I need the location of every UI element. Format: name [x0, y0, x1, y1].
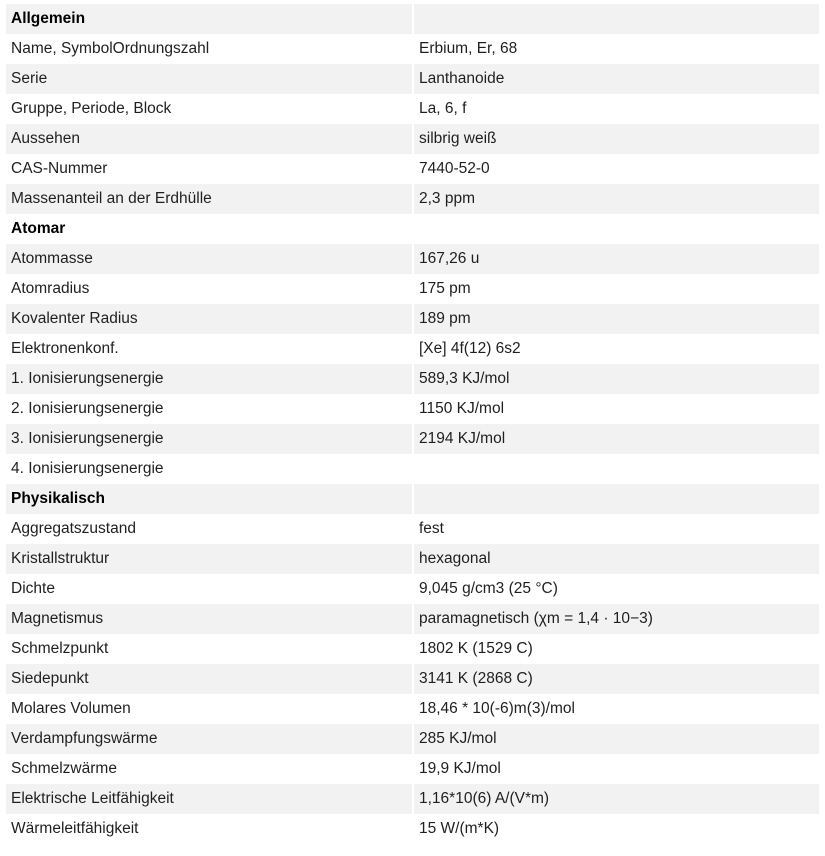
table-row — [6, 124, 819, 154]
property-label: Siedepunkt — [11, 670, 89, 687]
section-header-row — [6, 214, 819, 244]
section-title: Atomar — [11, 220, 66, 237]
table-row — [6, 424, 819, 454]
table-row — [6, 394, 819, 424]
property-value: 7440-52-0 — [419, 160, 490, 177]
table-row — [6, 274, 819, 304]
property-label: Atomradius — [11, 280, 90, 297]
property-value: 9,045 g/cm3 (25 °C) — [419, 580, 558, 597]
property-label: Name, SymbolOrdnungszahl — [11, 40, 210, 57]
column-divider — [412, 4, 414, 34]
column-divider — [412, 454, 414, 484]
property-value: silbrig weiß — [419, 130, 497, 147]
table-row — [6, 454, 819, 484]
property-label: Molares Volumen — [11, 700, 131, 717]
property-label: Aussehen — [11, 130, 80, 147]
table-row — [6, 574, 819, 604]
table-row — [6, 544, 819, 574]
property-value: 175 pm — [419, 280, 471, 297]
table-row — [6, 64, 819, 94]
property-value: 1802 K (1529 C) — [419, 640, 533, 657]
table-row — [6, 334, 819, 364]
table-row — [6, 514, 819, 544]
property-value: 2194 KJ/mol — [419, 430, 506, 447]
table-row — [6, 814, 819, 844]
property-label: 4. Ionisierungsenergie — [11, 460, 164, 477]
property-value: 19,9 KJ/mol — [419, 760, 501, 777]
table-row — [6, 154, 819, 184]
table-row — [6, 694, 819, 724]
table-row — [6, 94, 819, 124]
property-value: hexagonal — [419, 550, 491, 567]
table-row — [6, 634, 819, 664]
property-value: La, 6, f — [419, 100, 467, 117]
property-value: 1,16*10(6) A/(V*m) — [419, 790, 550, 807]
property-label: Schmelzwärme — [11, 760, 117, 777]
column-divider — [412, 484, 414, 514]
property-label: Magnetismus — [11, 610, 104, 627]
table-row — [6, 184, 819, 214]
table-row — [6, 784, 819, 814]
property-label: Kovalenter Radius — [11, 310, 138, 327]
property-value: 589,3 KJ/mol — [419, 370, 510, 387]
property-value: 3141 K (2868 C) — [419, 670, 533, 687]
section-title: Allgemein — [11, 10, 86, 27]
section-title: Physikalisch — [11, 490, 105, 507]
property-value: 167,26 u — [419, 250, 480, 267]
table-row — [6, 244, 819, 274]
property-value: fest — [419, 520, 444, 537]
property-label: Gruppe, Periode, Block — [11, 100, 172, 117]
table-row — [6, 754, 819, 784]
property-label: Elektronenkonf. — [11, 340, 119, 357]
property-label: 3. Ionisierungsenergie — [11, 430, 164, 447]
property-label: Wärmeleitfähigkeit — [11, 820, 139, 837]
property-label: Atommasse — [11, 250, 93, 267]
property-value: paramagnetisch (χm = 1,4 · 10−3) — [419, 610, 653, 627]
property-label: Dichte — [11, 580, 55, 597]
property-label: CAS-Nummer — [11, 160, 108, 177]
property-value: Erbium, Er, 68 — [419, 40, 518, 57]
property-value: [Xe] 4f(12) 6s2 — [419, 340, 521, 357]
property-label: Verdampfungswärme — [11, 730, 158, 747]
property-label: Elektrische Leitfähigkeit — [11, 790, 174, 807]
property-value: Lanthanoide — [419, 70, 505, 87]
table-row — [6, 304, 819, 334]
property-label: Schmelzpunkt — [11, 640, 109, 657]
section-header-row — [6, 4, 819, 34]
property-label: Serie — [11, 70, 48, 87]
property-label: Massenanteil an der Erdhülle — [11, 190, 212, 207]
properties-table — [6, 4, 819, 844]
table-row — [6, 34, 819, 64]
property-label: Aggregatszustand — [11, 520, 136, 537]
property-value: 189 pm — [419, 310, 471, 327]
table-row — [6, 604, 819, 634]
property-value: 1150 KJ/mol — [419, 400, 505, 417]
table-row — [6, 364, 819, 394]
property-value: 285 KJ/mol — [419, 730, 497, 747]
property-label: 2. Ionisierungsenergie — [11, 400, 164, 417]
property-label: 1. Ionisierungsenergie — [11, 370, 164, 387]
property-label: Kristallstruktur — [11, 550, 110, 567]
table-row — [6, 664, 819, 694]
section-header-row — [6, 484, 819, 514]
table-row — [6, 724, 819, 754]
column-divider — [412, 214, 414, 244]
property-value: 18,46 * 10(-6)m(3)/mol — [419, 700, 575, 717]
property-value: 15 W/(m*K) — [419, 820, 500, 837]
property-value: 2,3 ppm — [419, 190, 476, 207]
